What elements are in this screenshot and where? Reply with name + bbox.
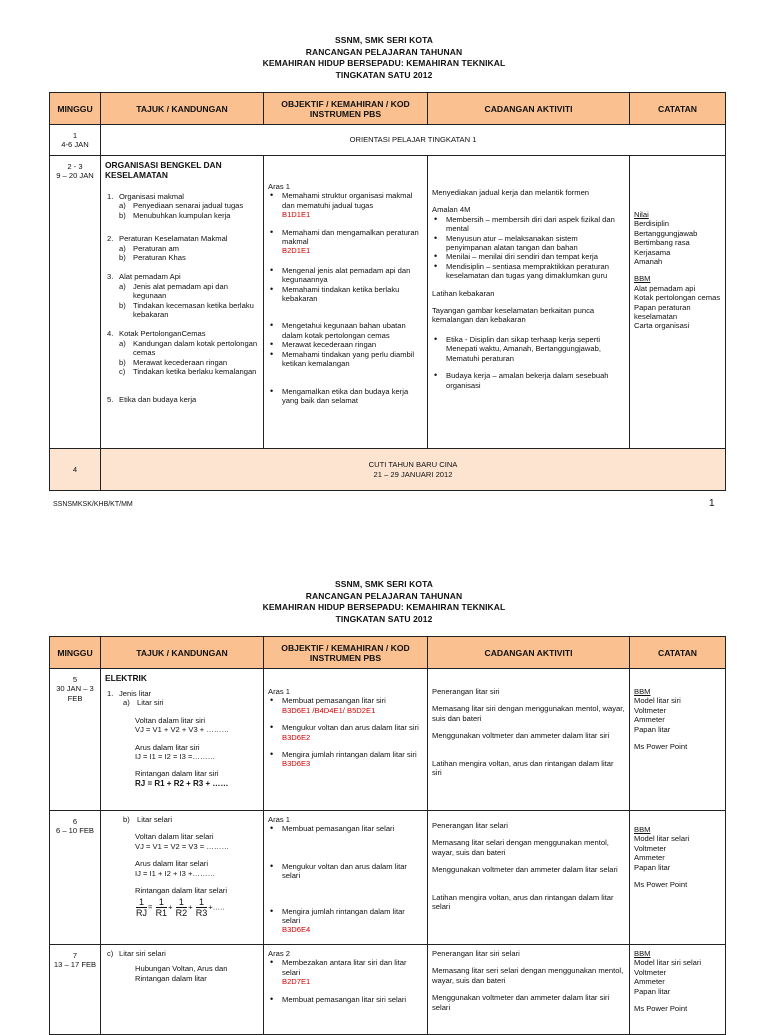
objektif-cell: Aras 1 • Membuat pemasangan litar selari • Mengukur voltan dan arus dalam litar selari • Mengira jumlah rintangan dalam litar selari B3D6E4 <box>264 811 428 945</box>
table-row <box>50 811 726 945</box>
col-cadangan: CADANGAN AKTIVITI <box>428 637 630 669</box>
page-number: 1 <box>709 498 715 509</box>
pbs-code: B3D6E4 <box>282 925 311 935</box>
pbs-code: B3D6E3 <box>282 759 311 769</box>
subject-title: KEMAHIRAN HIDUP BERSEPADU: KEMAHIRAN TEKNIKAL <box>262 58 506 68</box>
col-objektif: OBJEKTIF / KEMAHIRAN / KOD INSTRUMEN PBS <box>264 637 428 669</box>
pbs-code: B2D7E1 <box>282 977 311 987</box>
cadangan-cell: Penerangan litar selari Memasang litar selari dengan menggunakan mentol, wayar, suis dan bateri Menggunakan voltmeter dan ammeter dalam litar selari Latihan mengira voltan, arus dan rintangan dalam litar selari <box>428 811 630 945</box>
col-objektif: OBJEKTIF / KEMAHIRAN / KOD INSTRUMEN PBS <box>264 93 428 125</box>
objektif-cell: Aras 1 • Memahami struktur organisasi makmal dan mematuhi jadual tugas B1D1E1 • Memahami dan mengamalkan peraturan makmal B2D1E1 • Mengenal jenis alat pemadam api dan kegunaannya • Memahami tindakan ketika berlaku kebakaran • Mengetahui kegunaan bahan ubatan dalam kotak pertolongan cemas • Merawat kecederaan ringan • Memahami tindakan yang perlu diambil ketikan kemalangan • Mengamalkan etika dan budaya kerja yang baik dan selamat <box>264 156 428 449</box>
document-header <box>0 35 768 81</box>
objektif-cell: Aras 1 • Membuat pemasangan litar siri B3D6E1 /B4D4E1/ B5D2E1 • Mengukur voltan dan arus dalam litar siri B3D6E2 • Mengira jumlah rintangan dalam litar siri B3D6E3 <box>264 669 428 811</box>
table-row <box>50 125 726 156</box>
table-row <box>50 669 726 811</box>
objektif-cell: Aras 2 • Membezakan antara litar siri dan litar selari B2D7E1 • Membuat pemasangan litar siri selari <box>264 945 428 1035</box>
cadangan-cell: Penerangan litar siri Memasang litar siri dengan menggunakan mentol, wayar, suis dan bateri Menggunakan voltmeter dan ammeter dalam litar siri Latihan mengira voltan, arus dan rintangan dalam litar siri <box>428 669 630 811</box>
catatan-cell: BBM Model litar siri Voltmeter Ammeter Papan litar Ms Power Point <box>630 669 726 811</box>
col-catatan: CATATAN <box>630 93 726 125</box>
tajuk-cell: c) Litar siri selari Hubungan Voltan, Arus dan Rintangan dalam litar <box>101 945 264 1035</box>
cadangan-cell: Menyediakan jadual kerja dan melantik formen Amalan 4M • Membersih – membersih diri dari aspek fizikal dan mental • Menyusun atur – melaksanakan sistem penyimpanan alatan tangan dan bahan • Menilai – menilai diri sendiri dan tempat kerja • Mendisiplin – sentiasa mempraktikkan peraturan keselamatan dan tugas yang dimaklumkan guru Latihan kebakaran Tayangan gambar keselamatan berkaitan punca kemalangan dan kebakaran • Etika - Disiplin dan sikap terhaap kerja seperti Menepati waktu, Amanah, Bertanggungjawab, Mematuhi peraturan • Budaya kerja – amalan bekerja dalam sesebuah organisasi <box>428 156 630 449</box>
col-tajuk: TAJUK / KANDUNGAN <box>101 93 264 125</box>
school-name: SSNM, SMK SERI KOTA <box>334 35 434 45</box>
pbs-code: B2D1E1 <box>282 246 311 256</box>
orientation-text: ORIENTASI PELAJAR TINGKATAN 1 <box>101 125 726 156</box>
tajuk-cell: b) Litar selari Voltan dalam litar selari VJ = V1 = V2 = V3 = ……… Arus dalam litar selari IJ = I1 + I2 + I3 +……… Rintangan dalam litar selari $\frac{1}{RJ}$ = $\frac{1}{R1}$ + $\frac{1}{R2}$ + $\frac{1}{R3}$ +….. <box>101 811 264 945</box>
section-title: ORGANISASI BENGKEL DAN KESELAMATAN <box>105 160 222 180</box>
school-name: SSNM, SMK SERI KOTA <box>334 579 434 589</box>
minggu-cell: 5 30 JAN – 3 FEB <box>50 669 101 811</box>
minggu-cell: 1 4-6 JAN <box>50 125 101 156</box>
plan-title: RANCANGAN PELAJARAN TAHUNAN <box>305 590 463 601</box>
col-minggu: MINGGU <box>50 637 101 669</box>
form-year: TINGKATAN SATU 2012 <box>335 69 433 80</box>
form-year: TINGKATAN SATU 2012 <box>335 613 433 624</box>
table-row <box>50 945 726 1035</box>
catatan-cell: BBM Model litar selari Voltmeter Ammeter Papan litar Ms Power Point <box>630 811 726 945</box>
minggu-cell: 2 - 3 9 – 20 JAN <box>50 156 101 449</box>
col-cadangan: CADANGAN AKTIVITI <box>428 93 630 125</box>
catatan-cell: Nilai Berdisiplin Bertanggungjawab Bertimbang rasa Kerjasama Amanah BBM Alat pemadam api Kotak pertolongan cemas Papan peraturan keselamatan Carta organisasi <box>630 156 726 449</box>
minggu-cell: 7 13 – 17 FEB <box>50 945 101 1035</box>
tajuk-cell: ELEKTRIK 1. Jenis litar a) Litar siri Voltan dalam litar siri VJ = V1 + V2 + V3 + ……… Arus dalam litar siri IJ = I1 = I2 = I3 =……… Rintangan dalam litar siri RJ = R1 + R2 + R3 + …… <box>101 669 264 811</box>
pbs-code: B1D1E1 <box>282 210 311 220</box>
col-catatan: CATATAN <box>630 637 726 669</box>
minggu-cell: 4 <box>50 449 101 491</box>
plan-title: RANCANGAN PELAJARAN TAHUNAN <box>305 46 463 57</box>
document-header <box>0 579 768 625</box>
table-row <box>50 156 726 449</box>
catatan-cell: BBM Model litar siri selari Voltmeter Ammeter Papan litar Ms Power Point <box>630 945 726 1035</box>
tajuk-cell: ORGANISASI BENGKEL DAN KESELAMATAN 1. Organisasi makmal a) Penyediaan senarai jadual tugas b) Menubuhkan kumpulan kerja 2. Peraturan Keselamatan Makmal a) Peraturan am b) Peraturan Khas 3. Alat pemadam Api a) Jenis alat pemadam api dan kegunaan b) Tindakan kecemasan ketika berlaku kebakaran 4. Kotak PertolonganCemas a) Kandungan dalam kotak pertolongan cemas b) Merawat kecederaan ringan c) Tindakan ketika berlaku kemalangan 5. Etika dan budaya kerja <box>101 156 264 449</box>
cadangan-cell: Penerangan litar siri selari Memasang litar seri selari dengan menggunakan mentol, wayar, suis dan bateri Menggunakan voltmeter dan ammeter dalam litar siri selari <box>428 945 630 1035</box>
subject-title: KEMAHIRAN HIDUP BERSEPADU: KEMAHIRAN TEKNIKAL <box>262 602 506 612</box>
pbs-code: B3D6E2 <box>282 732 311 742</box>
col-tajuk: TAJUK / KANDUNGAN <box>101 637 264 669</box>
minggu-cell: 6 6 – 10 FEB <box>50 811 101 945</box>
holiday-cell: CUTI TAHUN BARU CINA 21 – 29 JANUARI 2012 <box>101 449 726 491</box>
table-row <box>50 449 726 491</box>
col-minggu: MINGGU <box>50 93 101 125</box>
parallel-resistance-formula: $\frac{1}{RJ}$ = $\frac{1}{R1}$ + $\frac{1}{R2}$ + $\frac{1}{R3}$ +….. <box>136 897 225 919</box>
pbs-code: B3D6E1 /B4D4E1/ B5D2E1 <box>282 705 376 715</box>
section-title: ELEKTRIK <box>105 673 147 683</box>
footer-code: SSNSMKSK/KHB/KT/MM <box>53 501 133 508</box>
lesson-plan-table-1 <box>49 92 726 491</box>
lesson-plan-table-2 <box>49 636 726 1035</box>
